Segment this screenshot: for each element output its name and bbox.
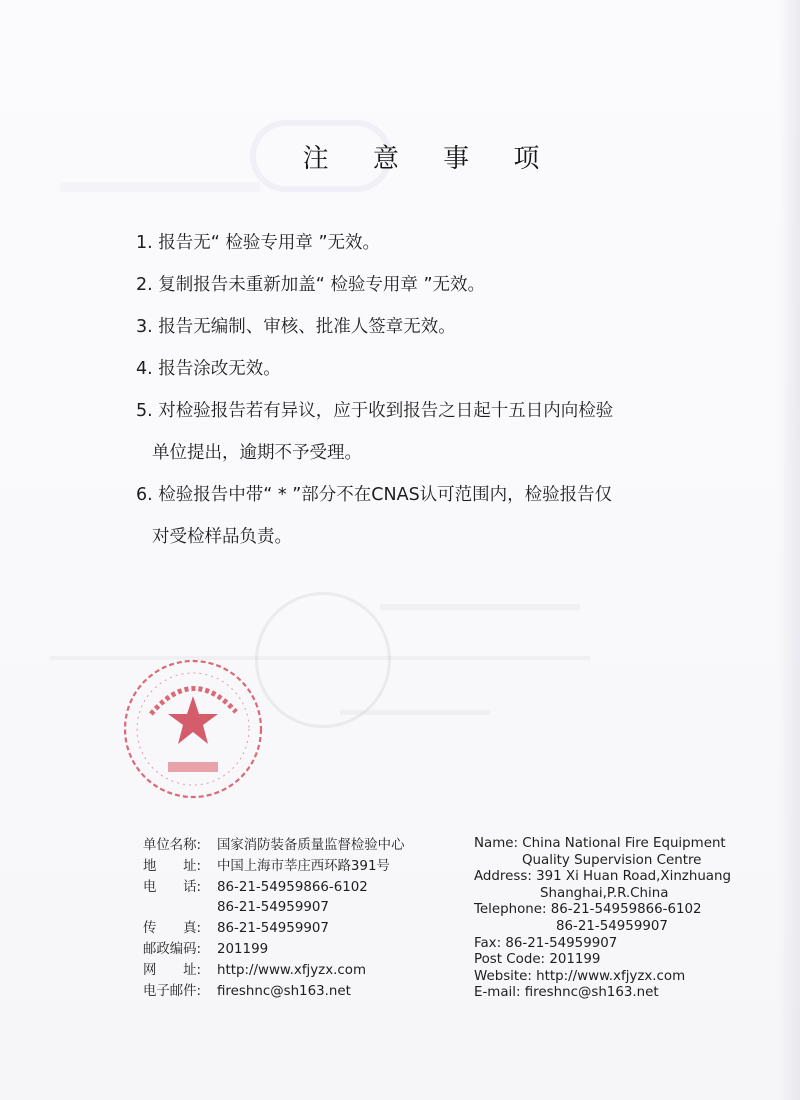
note-text: 报告涂改无效。 — [158, 359, 281, 379]
contact-value: fireshnc@sh163.net — [217, 983, 351, 999]
en-fax: Fax: 86-21-54959907 — [474, 935, 618, 951]
en-postcode: Post Code: 201199 — [474, 952, 601, 968]
contact-label: 传 真: — [143, 921, 202, 937]
contact-info-chinese — [143, 836, 463, 1002]
note-text: 对检验报告若有异议，应于收到报告之日起十五日内向检验 — [158, 401, 614, 421]
en-address: Address: 391 Xi Huan Road,Xinzhuang — [474, 869, 731, 885]
contact-value: http://www.xfjyzx.com — [217, 962, 366, 978]
contact-info-english — [474, 836, 774, 1002]
contact-label: 电子邮件: — [143, 983, 202, 999]
note-continuation: 单位提出，逾期不予受理。 — [152, 443, 362, 463]
note-item — [136, 222, 736, 264]
bleed-through-line — [340, 710, 490, 715]
contact-value: 86-21-54959907 — [217, 900, 329, 916]
contact-row-email — [143, 982, 463, 1003]
faded-watermark-bar — [60, 182, 260, 192]
contact-label: 单位名称: — [143, 838, 202, 853]
note-item — [136, 264, 736, 306]
note-text: 报告无编制、审核、批准人签章无效。 — [158, 317, 456, 337]
contact-value: 86-21-54959907 — [217, 921, 329, 937]
red-seal-stamp — [118, 654, 268, 804]
note-item — [136, 390, 736, 432]
contact-row-website — [143, 961, 463, 982]
en-website: Website: http://www.xfjyzx.com — [474, 968, 686, 984]
page-title: 注 意 事 项 — [302, 144, 558, 174]
en-telephone: Telephone: 86-21-54959866-6102 — [474, 902, 702, 918]
contact-label: 地 址: — [143, 858, 202, 874]
red-seal-graphic — [125, 661, 261, 797]
contact-row-phone — [143, 878, 463, 899]
contact-row-address — [143, 857, 463, 878]
en-name: Name: China National Fire Equipment — [474, 836, 726, 851]
note-number: 6. — [136, 485, 153, 505]
note-item — [136, 348, 736, 390]
notes-list — [136, 222, 736, 558]
page-edge-shadow — [778, 0, 800, 1100]
contact-row-postcode — [143, 940, 463, 961]
bleed-through-line — [380, 604, 580, 610]
contact-label: 邮政编码: — [143, 941, 202, 957]
contact-label: 网 址: — [143, 962, 202, 978]
contact-label — [143, 898, 217, 919]
note-number: 3. — [136, 317, 153, 337]
contact-value: 中国上海市莘庄西环路391号 — [217, 858, 390, 874]
contact-value: 201199 — [217, 941, 269, 957]
note-number: 1. — [136, 233, 153, 253]
contact-row-fax — [143, 919, 463, 940]
contact-value: 86-21-54959866-6102 — [217, 879, 368, 895]
en-telephone-cont: 86-21-54959907 — [556, 918, 668, 934]
seal-star — [168, 696, 218, 744]
note-number: 2. — [136, 275, 153, 295]
en-name-cont: Quality Supervision Centre — [522, 852, 702, 868]
en-email: E-mail: fireshnc@sh163.net — [474, 985, 659, 1001]
note-text: 复制报告未重新加盖“ 检验专用章 ”无效。 — [158, 275, 486, 295]
bleed-through-seal — [255, 592, 391, 728]
contact-row-phone-2 — [143, 898, 463, 919]
note-continuation: 对受检样品负责。 — [152, 527, 292, 547]
en-address-cont: Shanghai,P.R.China — [540, 885, 669, 901]
contact-label: 电 话: — [143, 879, 202, 895]
note-number: 4. — [136, 359, 153, 379]
note-text: 检验报告中带“ * ”部分不在CNAS认可范围内，检验报告仅 — [158, 485, 613, 505]
note-item — [136, 474, 736, 516]
note-number: 5. — [136, 401, 153, 421]
seal-bottom-text — [168, 762, 218, 772]
contact-row-unit — [143, 836, 463, 857]
contact-value: 国家消防装备质量监督检验中心 — [217, 838, 405, 853]
note-item — [136, 306, 736, 348]
note-text: 报告无“ 检验专用章 ”无效。 — [158, 233, 381, 253]
